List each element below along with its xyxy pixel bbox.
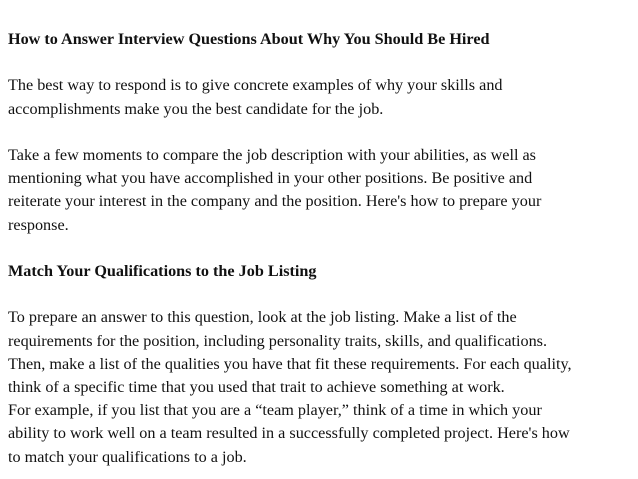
section-heading: Match Your Qualifications to the Job Listing	[8, 261, 317, 280]
qualifications-paragraph	[8, 306, 632, 468]
paragraph-line: to match your qualifications to a job.	[8, 447, 247, 466]
paragraph-line: think of a specific time that you used that trait to achieve something at work.	[8, 377, 505, 396]
paragraph-line: accomplishments make you the best candidate for the job.	[8, 99, 384, 118]
spacer	[8, 237, 632, 260]
paragraph-line: mentioning what you have accomplished in your other positions. Be positive and	[8, 169, 533, 188]
document-page	[8, 28, 632, 469]
paragraph-line: Take a few moments to compare the job description with your abilities, as well as	[8, 145, 536, 164]
paragraph-line: ability to work well on a team resulted in a successfully completed project. Here's how	[8, 424, 570, 443]
intro-paragraph	[8, 74, 632, 120]
paragraph-line: For example, if you list that you are a “team player,” think of a time in which your	[8, 401, 542, 420]
paragraph-line: The best way to respond is to give concrete examples of why your skills and	[8, 76, 503, 95]
spacer	[8, 283, 632, 306]
paragraph-line: To prepare an answer to this question, look at the job listing. Make a list of the	[8, 308, 517, 327]
paragraph-line: response.	[8, 215, 69, 234]
paragraph-line: requirements for the position, including personality traits, skills, and qualifications.	[8, 331, 548, 350]
page-title: How to Answer Interview Questions About Why You Should Be Hired	[8, 30, 490, 48]
comparison-paragraph	[8, 144, 632, 237]
paragraph-line: Then, make a list of the qualities you have that fit these requirements. For each quality,	[8, 354, 572, 373]
spacer	[8, 51, 632, 74]
spacer	[8, 121, 632, 144]
paragraph-line: reiterate your interest in the company and the position. Here's how to prepare your	[8, 192, 542, 211]
